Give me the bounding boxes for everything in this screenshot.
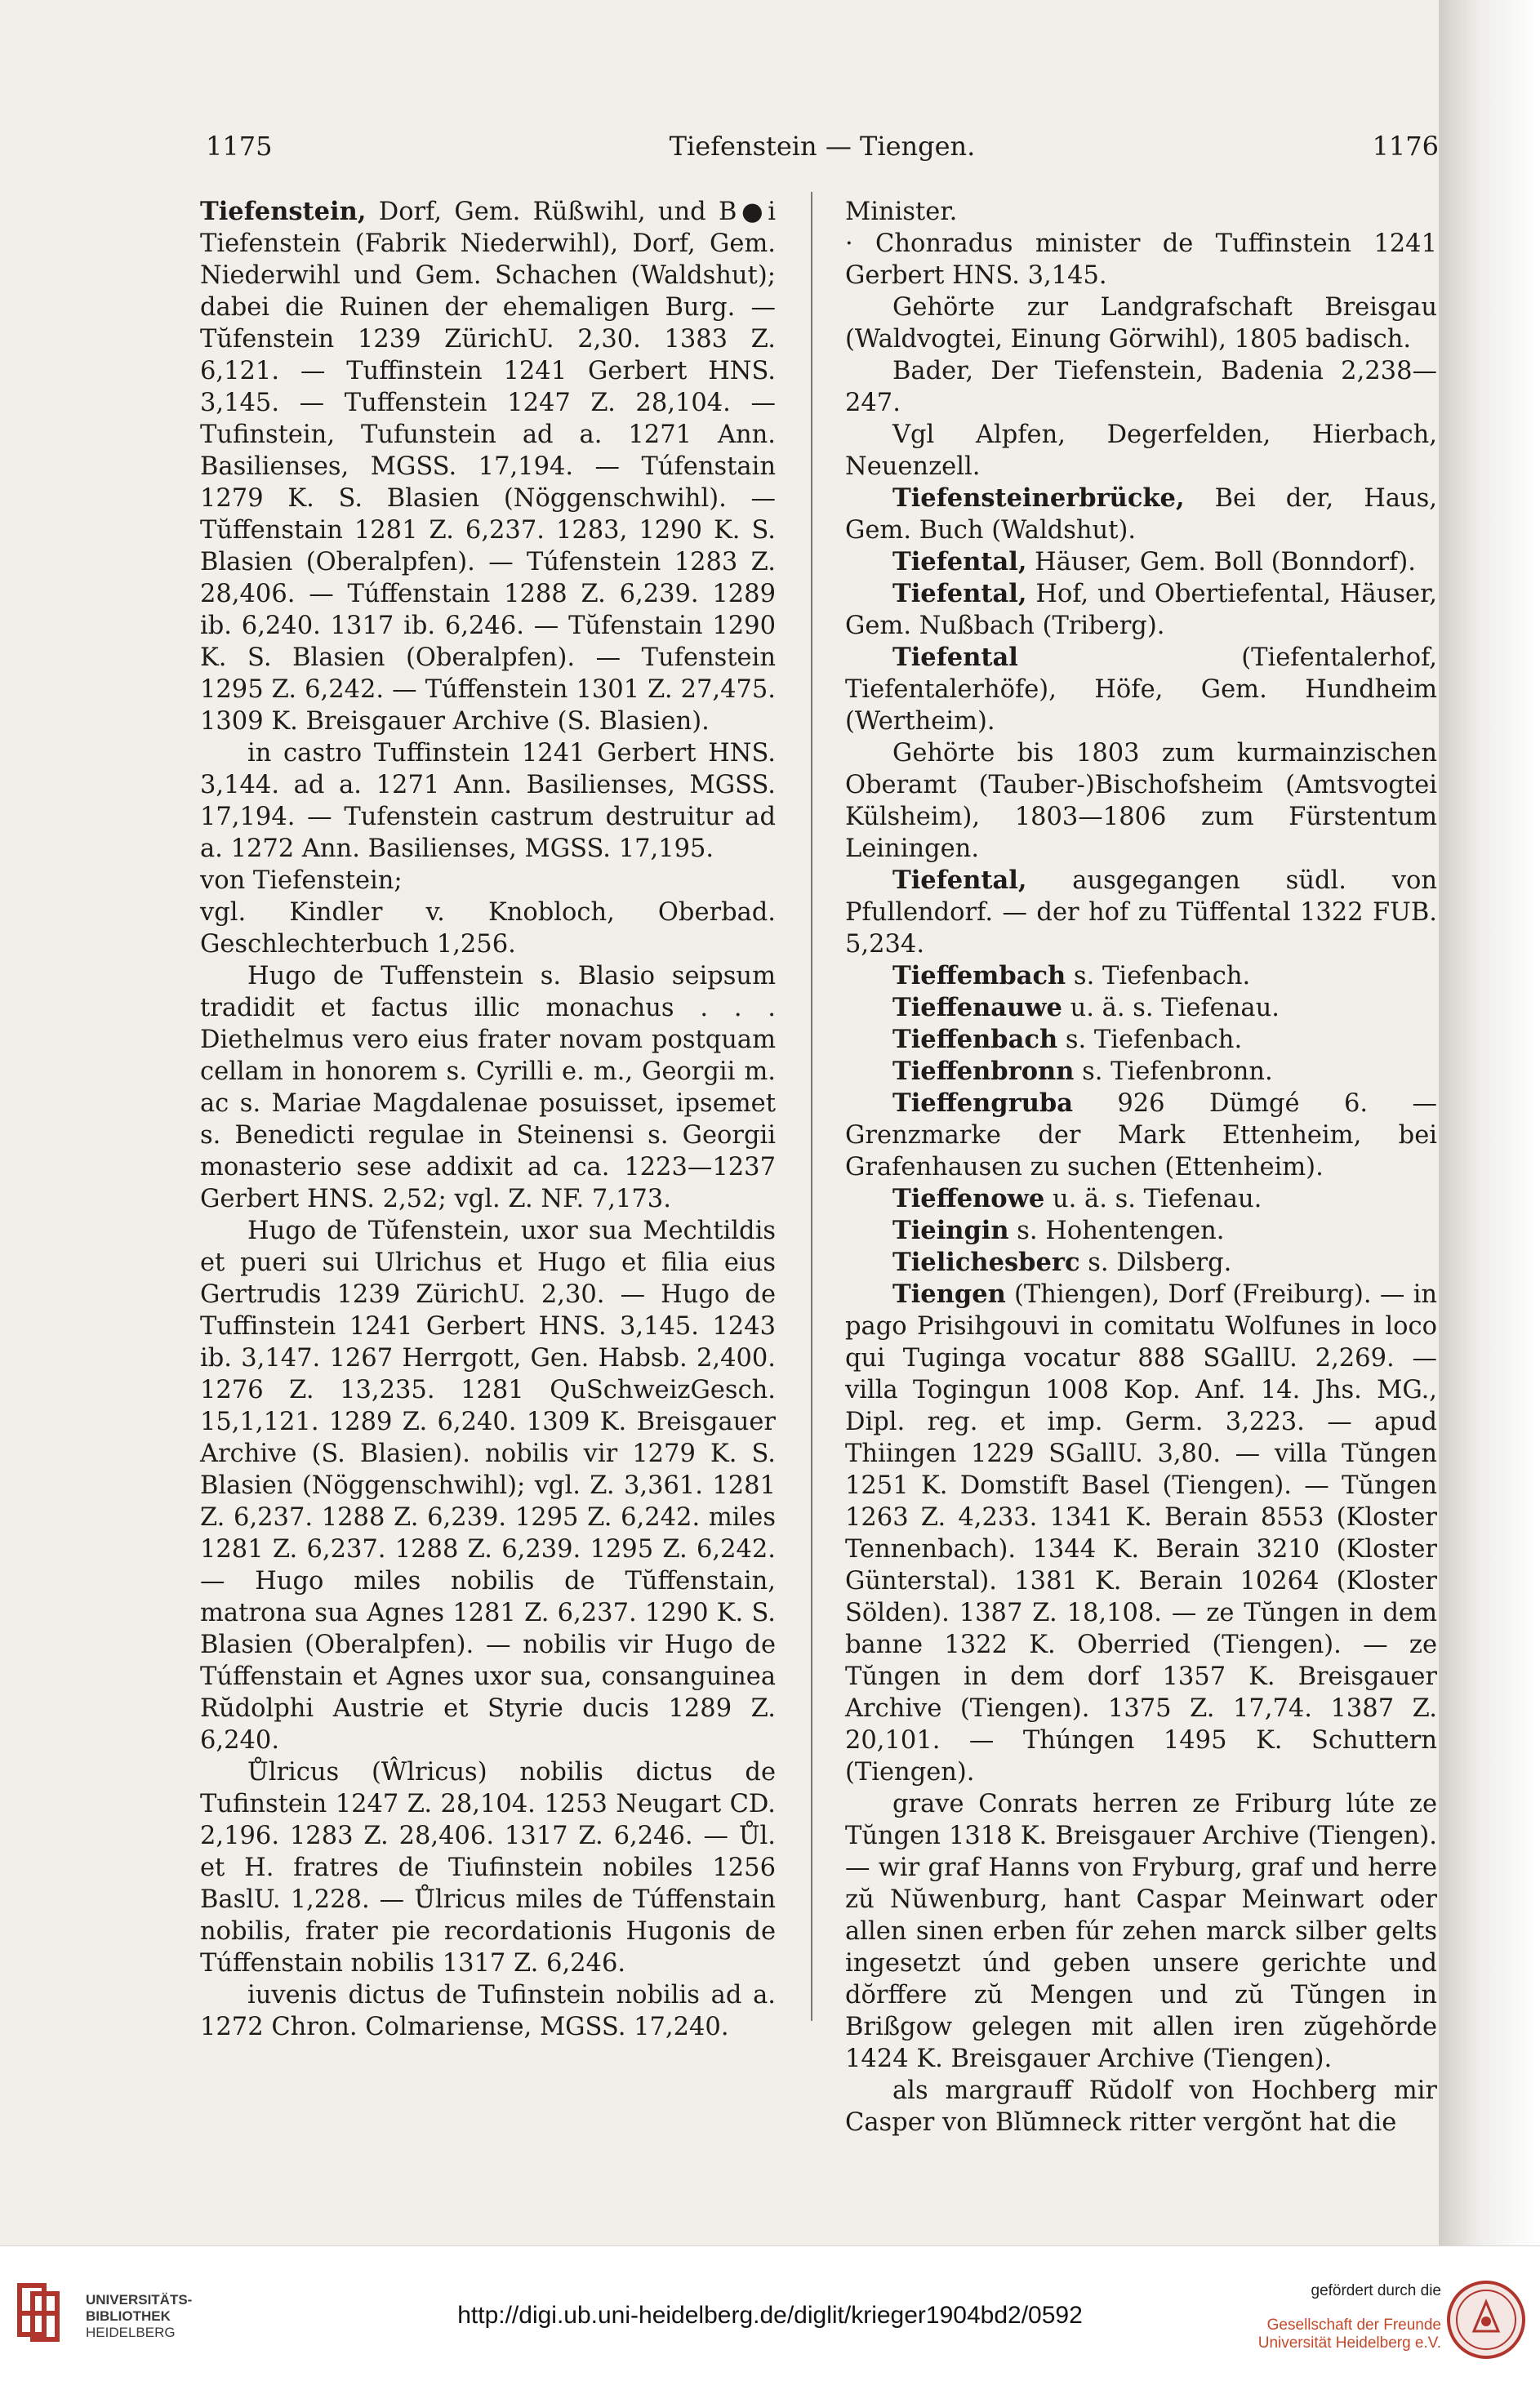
entry-paragraph <box>200 196 776 737</box>
running-title: Tiefenstein — Tiengen. <box>669 131 976 162</box>
page-number-right: 1176 <box>1372 131 1439 162</box>
left-column <box>200 196 776 2043</box>
sponsor-name[interactable] <box>1164 2317 1441 2352</box>
entry-text: als margrauff Rŭdolf von Hochberg mir Casper von Blŭmneck ritter vergŏnt hat die <box>845 2076 1437 2137</box>
entry-text: Vgl Alpfen, Degerfelden, Hierbach, Neuenzell. <box>845 421 1437 481</box>
entry-headword: Tiefental, <box>892 547 1027 576</box>
entry-paragraph <box>200 1215 776 1756</box>
entry-text: Hugo de Tuffenstein s. Blasio seipsum tradidit et factus illic monachus . . . Diethelmus vero eius frater novam postquam cellam in honorem s. Cyrilli e. m., Georgii m. ac s. Mariae Magdalenae posuisset, ipsemet s. Benedicti regulae in Steinensi s. Georgii monasterio sese addixit ad ca. 1223—1237 Gerbert HNS. 2,52; vgl. Z. NF. 7,173. <box>200 962 776 1213</box>
entry-paragraph <box>845 1024 1437 1056</box>
entry-headword: Tiefental <box>892 643 1018 672</box>
library-line: UNIVERSITÄTS- <box>86 2292 193 2308</box>
entry-text: Bader, Der Tiefenstein, Badenia 2,238—247. <box>845 357 1437 417</box>
entry-text: vgl. Kindler v. Knobloch, Oberbad. Geschlechterbuch 1,256. <box>200 898 776 959</box>
library-line: BIBLIOTHEK <box>86 2308 171 2324</box>
page-header <box>206 131 1439 180</box>
entry-paragraph <box>845 737 1437 865</box>
entry-headword: Tiefensteinerbrücke, <box>892 483 1185 513</box>
entry-headword: Tieffenowe <box>892 1184 1045 1213</box>
page-edge-shadow <box>1439 0 1540 2245</box>
entry-text: Gehörte zur Landgrafschaft Breisgau (Waldvogtei, Einung Görwihl), 1805 badisch. <box>845 293 1437 354</box>
entry-text: s. Tiefenbach. <box>1066 962 1251 990</box>
entry-text: u. ä. s. Tiefenau. <box>1062 994 1280 1022</box>
entry-text: s. Tiefenbronn. <box>1074 1057 1273 1086</box>
entry-headword: Tielichesberc <box>892 1248 1080 1277</box>
entry-text: Hugo de Tŭfenstein, uxor sua Mechtildis et pueri sui Ulrichus et Hugo et filia eius Gertrudis 1239 ZürichU. 2,30. — Hugo de Tuffinstein 1241 Gerbert HNS. 3,145. 1243 ib. 3,147. 1267 Herrgott, Gen. Habsb. 2,400. 1276 Z. 13,235. 1281 QuSchweizGesch. 15,1,121. 1289 Z. 6,240. 1309 K. Breisgauer Archive (S. Blasien). nobilis vir 1279 K. S. Blasien (Nöggenschwihl); vgl. Z. 3,361. 1281 Z. 6,237. 1288 Z. 6,239. 1295 Z. 6,242. miles 1281 Z. 6,237. 1288 Z. 6,239. 1295 Z. 6,242. — Hugo miles nobilis de Tŭffenstain, matrona sua Agnes 1281 Z. 6,237. 1290 K. S. Blasien (Oberalpfen). — nobilis vir Hugo de Túffenstain et Agnes uxor sua, consanguinea Rŭdolphi Austrie et Styrie ducis 1289 Z. 6,240. <box>200 1217 776 1755</box>
entry-paragraph <box>845 419 1437 483</box>
entry-text: Häuser, Gem. Boll (Bonndorf). <box>1026 548 1416 576</box>
entry-paragraph <box>845 2075 1437 2139</box>
sponsor-label: gefördert durch die <box>1311 2282 1441 2299</box>
entry-paragraph <box>200 1756 776 1979</box>
sponsor-block <box>1164 2282 1441 2352</box>
entry-headword: Tieffembach <box>892 961 1066 990</box>
viewer-footer <box>0 2245 1540 2390</box>
entry-headword: Tieffengruba <box>892 1088 1073 1118</box>
entry-text: (Tiefentalerhof, Tiefentalerhöfe), Höfe, Gem. Hundheim (Wertheim). <box>845 643 1437 736</box>
entry-text: ausgegangen südl. von Pfullendorf. — der hof zu Tüffental 1322 FUB. 5,234. <box>845 866 1437 959</box>
entry-text: s. Hohentengen. <box>1008 1217 1225 1245</box>
entry-text: Hof, und Obertiefental, Häuser, Gem. Nußbach (Triberg). <box>845 580 1437 640</box>
entry-paragraph <box>200 960 776 1215</box>
entry-text: Bei der, Haus, Gem. Buch (Waldshut). <box>845 484 1437 545</box>
entry-text: Ůlricus (Ŵlricus) nobilis dictus de Tufinstein 1247 Z. 28,104. 1253 Neugart CD. 2,196. 1283 Z. 28,406. 1317 Z. 6,246. — Ůl. et H. fratres de Tiufinstein nobiles 1256 BaslU. 1,228. — Ůlricus miles de Túffenstain nobilis, frater pie recordationis Hugonis de Túffenstain nobilis 1317 Z. 6,246. <box>200 1758 776 1978</box>
entry-text: 926 Dümgé 6. — Grenzmarke der Mark Ettenheim, bei Grafenhausen zu suchen (Ettenheim). <box>845 1089 1437 1182</box>
entry-text: s. Tiefenbach. <box>1057 1026 1243 1054</box>
entry-text: (Thiengen), Dorf (Freiburg). — in pago Prisihgouvi in comitatu Wolfunes in loco qui Tuginga vocatur 888 SGallU. 2,269. — villa Togingun 1008 Kop. Anf. 14. Jhs. MG., Dipl. reg. et imp. Germ. 3,223. — apud Thiingen 1229 SGallU. 3,80. — villa Tŭngen 1251 K. Domstift Basel (Tiengen). — Tŭngen 1263 Z. 4,233. 1341 K. Berain 8553 (Kloster Tennenbach). 1344 K. Berain 3210 (Kloster Günterstal). 1381 K. Berain 10264 (Kloster Sölden). 1387 Z. 18,108. — ze Tŭngen in dem banne 1322 K. Oberried (Tiengen). — ze Tŭngen in dem dorf 1357 K. Breisgauer Archive (Tiengen). 1375 Z. 17,74. 1387 Z. 20,101. — Thúngen 1495 K. Schuttern (Tiengen). <box>845 1280 1437 1787</box>
entry-paragraph <box>200 897 776 960</box>
entry-text: Gehörte bis 1803 zum kurmainzischen Oberamt (Tauber-)Bischofsheim (Amtsvogtei Külsheim), 1803—1806 zum Fürstentum Leiningen. <box>845 739 1437 863</box>
entry-headword: Tiefenstein, <box>200 197 367 226</box>
entry-text: · Chonradus minister de Tuffinstein 1241 Gerbert HNS. 3,145. <box>845 229 1437 290</box>
entry-paragraph <box>845 578 1437 642</box>
entry-paragraph <box>200 865 776 897</box>
library-line: HEIDELBERG <box>86 2325 176 2340</box>
entry-text: u. ä. s. Tiefenau. <box>1044 1185 1262 1213</box>
entry-paragraph <box>845 992 1437 1024</box>
column-divider <box>811 192 812 2021</box>
entry-text: Minister. <box>845 198 958 226</box>
entry-paragraph <box>845 1788 1437 2075</box>
entry-paragraph <box>845 546 1437 578</box>
entry-paragraph <box>845 1088 1437 1183</box>
entry-headword: Tieffenauwe <box>892 993 1062 1022</box>
entry-paragraph <box>200 737 776 865</box>
entry-paragraph <box>845 1215 1437 1247</box>
entry-headword: Tiefental, <box>892 866 1027 895</box>
entry-headword: Tieffenbronn <box>892 1057 1075 1086</box>
entry-text: s. Dilsberg. <box>1079 1248 1232 1277</box>
sponsor-name-line: Gesellschaft der Freunde <box>1266 2317 1441 2334</box>
university-seal-icon[interactable] <box>1445 2279 1527 2361</box>
entry-paragraph <box>845 1279 1437 1788</box>
entry-paragraph <box>845 1056 1437 1088</box>
entry-headword: Tieingin <box>892 1216 1009 1245</box>
entry-paragraph <box>200 1979 776 2043</box>
entry-paragraph <box>845 1183 1437 1215</box>
entry-paragraph <box>845 483 1437 546</box>
entry-text: in castro Tuffinstein 1241 Gerbert HNS. 3,144. ad a. 1271 Ann. Basilienses, MGSS. 17,194. — Tufenstein castrum destruitur ad a. 1272 Ann. Basilienses, MGSS. 17,195. <box>200 739 776 863</box>
entry-text: iuvenis dictus de Tufinstein nobilis ad a. 1272 Chron. Colmariense, MGSS. 17,240. <box>200 1981 776 2041</box>
entry-text: grave Conrats herren ze Friburg lúte ze Tŭngen 1318 K. Breisgauer Archive (Tiengen). — wir graf Hanns von Fryburg, graf und herre zŭ Nŭwenburg, hant Caspar Meinwart oder allen sinen erben fúr zehen marck silber gelts ingesetzt únd geben unsere gerichte und dŏrffere zŭ Mengen und zŭ Tŭngen in Brißgow gelegen mit allen iren zŭgehŏrde 1424 K. Breisgauer Archive (Tiengen). <box>845 1790 1437 2073</box>
entry-paragraph <box>845 642 1437 737</box>
entry-headword: Tiefental, <box>892 579 1027 608</box>
entry-paragraph <box>845 960 1437 992</box>
entry-paragraph <box>845 865 1437 960</box>
page-number-left: 1175 <box>206 131 273 162</box>
permalink-url[interactable]: http://digi.ub.uni-heidelberg.de/diglit/krieger1904bd2/0592 <box>457 2302 1083 2329</box>
sponsor-name-line: Universität Heidelberg e.V. <box>1257 2334 1441 2352</box>
entry-paragraph <box>845 228 1437 292</box>
entry-paragraph <box>845 292 1437 355</box>
entry-headword: Tiengen <box>892 1280 1006 1309</box>
entry-paragraph <box>845 196 1437 228</box>
entry-paragraph <box>845 1247 1437 1279</box>
entry-text: Dorf, Gem. Rüßwihl, und B●i Tiefenstein (Fabrik Niederwihl), Dorf, Gem. Niederwihl und Gem. Schachen (Waldshut); dabei die Ruinen der ehemaligen Burg. — Tŭfenstein 1239 ZürichU. 2,30. 1383 Z. 6,121. — Tuffinstein 1241 Gerbert HNS. 3,145. — Tuffenstein 1247 Z. 28,104. — Tufinstein, Tufunstein ad a. 1271 Ann. Basilienses, MGSS. 17,194. — Túfenstain 1279 K. S. Blasien (Nöggenschwihl). — Tŭffenstain 1281 Z. 6,237. 1283, 1290 K. S. Blasien (Oberalpfen). — Túfenstein 1283 Z. 28,406. — Túffenstain 1288 Z. 6,239. 1289 ib. 6,240. 1317 ib. 6,246. — Tŭfenstain 1290 K. S. Blasien (Oberalpfen). — Tufenstein 1295 Z. 6,242. — Túffenstein 1301 Z. 27,475. 1309 K. Breisgauer Archive (S. Blasien). <box>200 198 776 736</box>
entry-text: von Tiefenstein; <box>200 866 403 895</box>
entry-paragraph <box>845 355 1437 419</box>
right-column <box>845 196 1437 2139</box>
entry-headword: Tieffenbach <box>892 1025 1058 1054</box>
